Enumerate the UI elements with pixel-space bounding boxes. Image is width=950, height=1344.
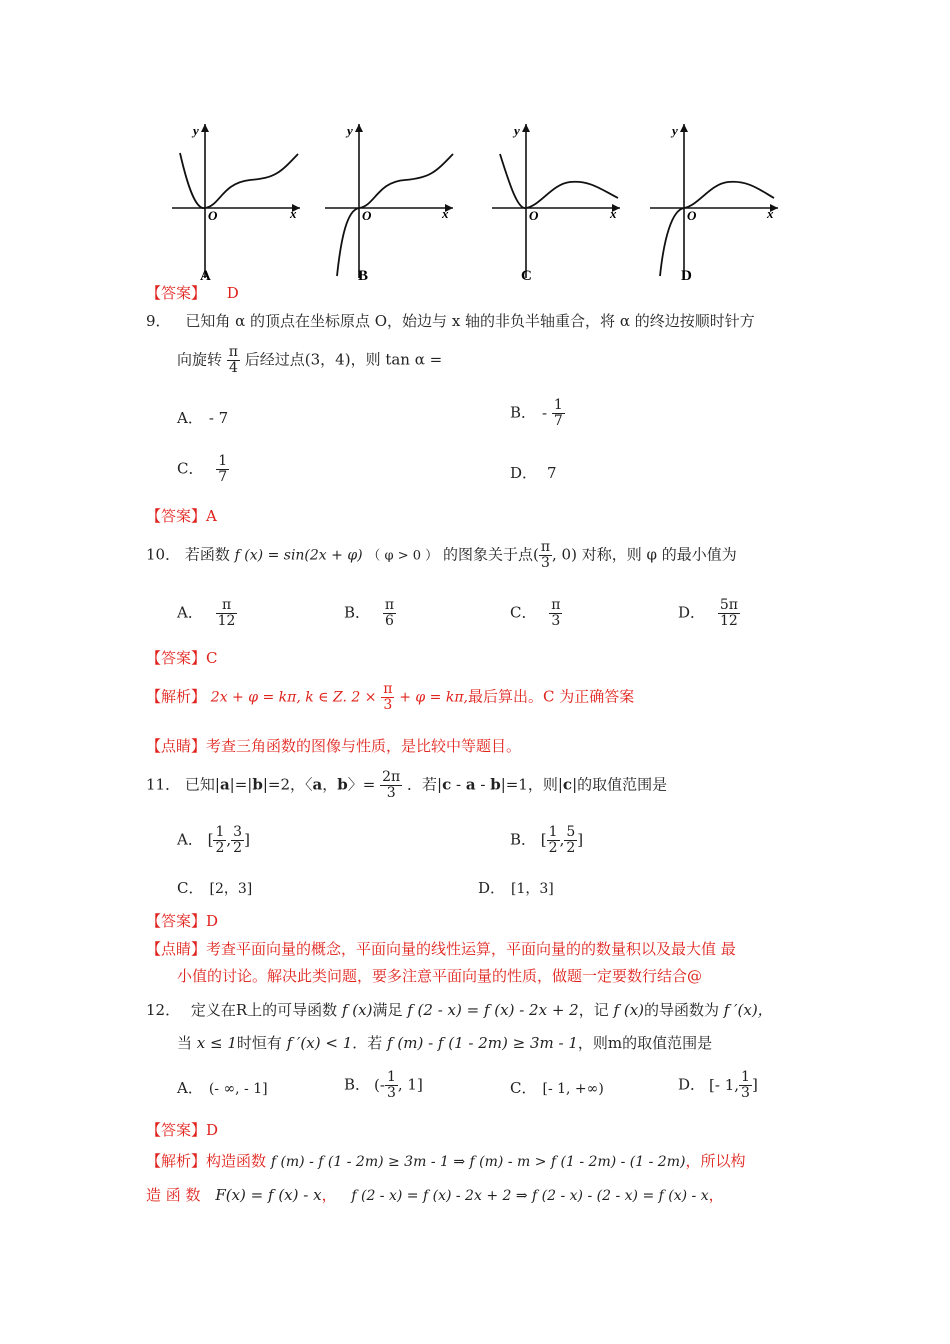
answer-tag: 【答案】 xyxy=(146,284,207,302)
axis-x-label: x xyxy=(290,206,297,221)
q10-option-d: D． $\frac{5\pi}{12}$ xyxy=(678,597,738,629)
answer-value: D xyxy=(226,284,239,302)
q11-comment-line2: 小值的讨论。解决此类问题，要多注意平面向量的性质，做题一定要数行结合@ xyxy=(177,967,703,985)
q11-option-a: A． [ $\frac{1}{2}$ , $\frac{3}{2}$ ] xyxy=(177,824,250,856)
q9-line1 xyxy=(146,311,755,331)
origin-label: O xyxy=(362,208,372,223)
graph-b xyxy=(325,118,465,288)
origin-label: O xyxy=(208,208,218,223)
q10-comment: 【点睛】考查三角函数的图像与性质，是比较中等题目。 xyxy=(146,737,522,755)
graph-c xyxy=(490,118,630,288)
q9-option-a: A． - 7 xyxy=(177,409,229,427)
q12-line2: 当 x ≤ 1时恒有 f ′(x) < 1．若 f (m) - f (1 - 2m) ≥ 3m - 1，则m的取值范围是 xyxy=(177,1034,713,1052)
question-text: 后经过点(3，4)，则 tan α = xyxy=(244,350,443,369)
graph-label-a: A xyxy=(200,268,211,284)
axis-y-label: y xyxy=(347,123,353,138)
q11-option-b: B． [ $\frac{1}{2}$ , $\frac{5}{2}$ ] xyxy=(510,824,584,856)
graph-d xyxy=(650,118,790,288)
axis-y-label: y xyxy=(514,123,520,138)
q10-option-b: B． $\frac{\pi}{6}$ xyxy=(344,597,395,629)
q9-line2 xyxy=(177,345,442,376)
q8-answer xyxy=(146,283,239,303)
q11-stem: 11． 已知|a|=|b|=2，〈a，b〉= $\frac{2\pi}{3}$ ．若|c - a - b|=1，则|c|的取值范围是 xyxy=(146,769,668,801)
q12-line1: 12． 定义在R上的可导函数 f (x)满足 f (2 - x) = f (x) - 2x + 2，记 f (x)的导函数为 f ′(x)， xyxy=(146,1001,773,1019)
q12-answer: 【答案】D xyxy=(146,1121,219,1139)
q10-analysis: 【解析】 2x + φ = kπ, k ∈ Z. 2 × $\frac{\pi}{3}$ + φ = kπ,最后算出。C 为正确答案 xyxy=(146,681,635,713)
question-text: 向旋转 xyxy=(177,350,223,369)
fraction: $\frac{\pi}{4}$ xyxy=(228,344,238,376)
q10-option-a: A． $\frac{\pi}{12}$ xyxy=(177,597,236,629)
question-number: 9． xyxy=(146,312,171,330)
q11-comment: 【点睛】考查平面向量的概念，平面向量的线性运算，平面向量的的数量积以及最大值 最 xyxy=(146,940,736,958)
q10-option-c: C． $\frac{\pi}{3}$ xyxy=(510,597,561,629)
q12-option-c: C． [- 1, +∞) xyxy=(510,1079,604,1097)
axis-y-label: y xyxy=(193,123,199,138)
question-text: 已知角 α 的顶点在坐标原点 O，始边与 x 轴的非负半轴重合，将 α 的终边按顺时针方 xyxy=(185,312,755,330)
q12-option-d: D． [- 1, $\frac{1}{3}$ ] xyxy=(678,1069,758,1101)
q12-option-a: A． (- ∞, - 1] xyxy=(177,1079,268,1097)
q9-option-d: D． 7 xyxy=(510,464,557,482)
q11-answer: 【答案】D xyxy=(146,912,219,930)
q9-option-b: B． - $\frac{1}{7}$ xyxy=(510,397,563,429)
axis-y-label: y xyxy=(672,123,678,138)
q11-option-c: C． [2，3] xyxy=(177,879,253,897)
q12-analysis-line1: 【解析】构造函数 f (m) - f (1 - 2m) ≥ 3m - 1 ⇒ f (m) - m > f (1 - 2m) - (1 - 2m)，所以构 xyxy=(146,1152,746,1170)
q10-stem: 10． 若函数 f (x) = sin(2x + φ) （ φ > 0 ） 的图象关于点( $\frac{\pi}{3}$ , 0) 对称，则 φ 的最小值为 xyxy=(146,539,737,571)
graph-a xyxy=(160,118,300,288)
q9-answer: 【答案】A xyxy=(146,507,217,525)
graph-label-b: B xyxy=(358,268,369,284)
graph-label-d: D xyxy=(681,268,692,284)
q12-analysis-line2: 造 函 数 F(x) = f (x) - x， f (2 - x) = f (x) - 2x + 2 ⇒ f (2 - x) - (2 - x) = f (x) - x， xyxy=(146,1186,724,1204)
graphs-row xyxy=(160,118,800,288)
axis-x-label: x xyxy=(610,206,617,221)
axis-x-label: x xyxy=(442,206,449,221)
axis-x-label: x xyxy=(767,206,774,221)
q11-option-d: D． [1，3] xyxy=(478,879,554,897)
origin-label: O xyxy=(687,208,697,223)
origin-label: O xyxy=(529,208,539,223)
q10-answer: 【答案】C xyxy=(146,649,218,667)
q12-option-b: B． (- $\frac{1}{3}$ , 1] xyxy=(344,1069,423,1101)
q9-option-c: C． $\frac{1}{7}$ xyxy=(177,453,228,485)
graph-label-c: C xyxy=(521,268,532,284)
